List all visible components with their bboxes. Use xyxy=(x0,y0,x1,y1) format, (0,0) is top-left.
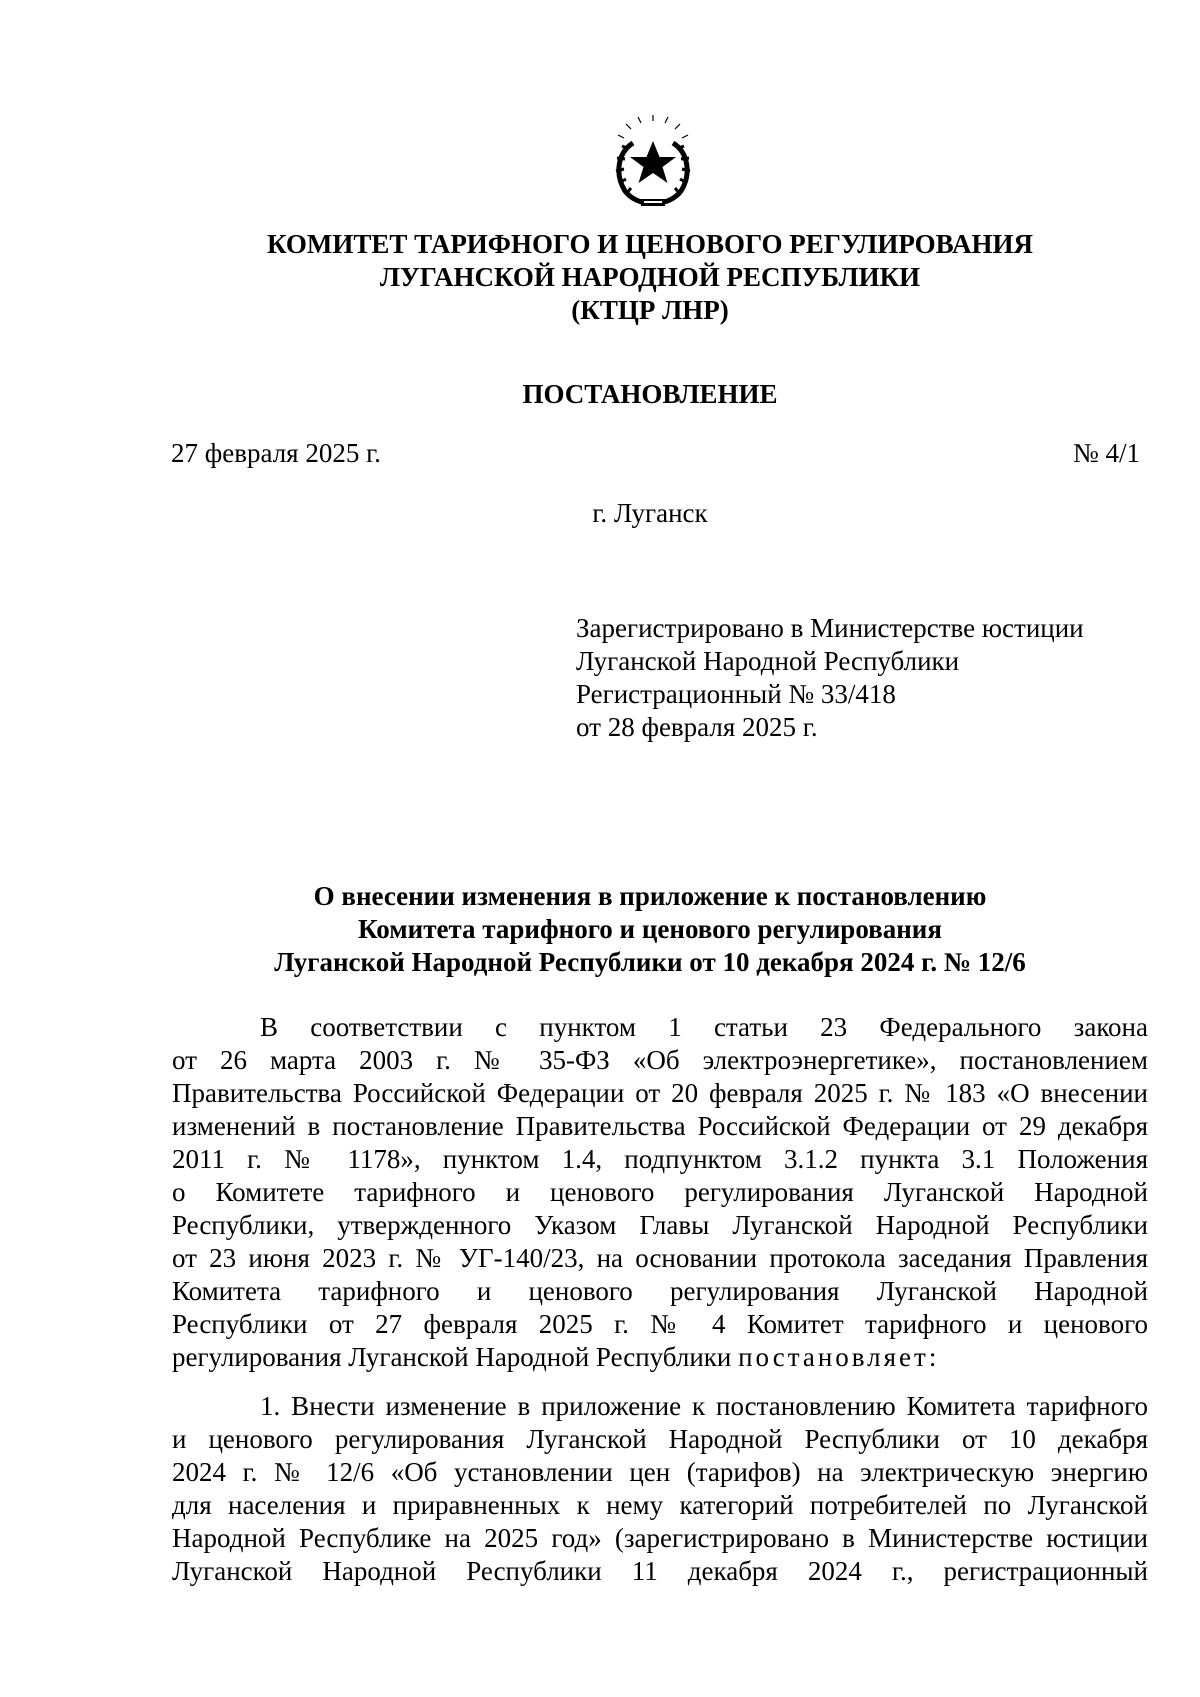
registration-line-1: Зарегистрировано в Министерстве юстиции xyxy=(576,613,1084,643)
registration-line-2: Луганской Народной Республики xyxy=(576,646,960,676)
item-1-line: для населения и приравненных к нему категорий потребителей по Луганской xyxy=(172,1490,1148,1520)
document-subject xyxy=(150,880,1150,979)
preamble-line: Республики, утвержденного Указом Главы Луганской Народной Республики xyxy=(172,1210,1148,1240)
subject-line-2: Комитета тарифного и ценового регулирования xyxy=(358,914,942,944)
preamble-paragraph xyxy=(172,1011,1148,1374)
preamble-line: регулирования Луганской Народной Республики xyxy=(172,1342,739,1372)
registration-line-3: Регистрационный № 33/418 xyxy=(576,679,896,709)
subject-line-3: Луганской Народной Республики от 10 декабря 2024 г. № 12/6 xyxy=(274,947,1026,977)
preamble-last-line xyxy=(172,1341,1148,1374)
preamble-line: о Комитете тарифного и ценового регулирования Луганской Народной xyxy=(172,1177,1148,1207)
item-1-paragraph xyxy=(172,1390,1148,1588)
item-1-line: Народной Республике на 2025 год» (зарегистрировано в Министерстве юстиции xyxy=(172,1523,1148,1553)
preamble-line: изменений в постановление Правительства Российской Федерации от 29 декабря xyxy=(172,1111,1148,1141)
item-1-line: Луганской Народной Республики 11 декабря 2024 г., регистрационный xyxy=(172,1556,1148,1586)
organization-line-3: (КТЦР ЛНР) xyxy=(571,295,729,325)
coat-of-arms-emblem xyxy=(603,113,703,213)
organization-line-2: ЛУГАНСКОЙ НАРОДНОЙ РЕСПУБЛИКИ xyxy=(379,262,921,292)
document-city: г. Луганск xyxy=(592,498,708,528)
organization-line-1: КОМИТЕТ ТАРИФНОГО И ЦЕНОВОГО РЕГУЛИРОВАНИЯ xyxy=(266,229,1033,259)
registration-stamp-text xyxy=(576,612,1084,744)
subject-line-1: О внесении изменения в приложение к постановлению xyxy=(313,881,987,911)
preamble-keyword: постановляет: xyxy=(738,1342,940,1372)
preamble-line: от 26 марта 2003 г. № 35-ФЗ «Об электроэнергетике», постановлением xyxy=(172,1045,1148,1075)
document-number: № 4/1 xyxy=(1072,438,1140,468)
document-date: 27 февраля 2025 г. xyxy=(171,438,381,468)
preamble-line: от 23 июня 2023 г. № УГ-140/23, на основании протокола заседания Правления xyxy=(172,1243,1148,1273)
preamble-line: В соответствии с пунктом 1 статьи 23 Федерального закона xyxy=(260,1012,1148,1042)
item-1-line: 2024 г. № 12/6 «Об установлении цен (тарифов) на электрическую энергию xyxy=(172,1457,1148,1487)
item-1-line: и ценового регулирования Луганской Народной Республики от 10 декабря xyxy=(172,1424,1148,1454)
registration-line-4: от 28 февраля 2025 г. xyxy=(576,712,818,742)
preamble-line: 2011 г. № 1178», пунктом 1.4, подпунктом 3.1.2 пункта 3.1 Положения xyxy=(172,1144,1148,1174)
item-1-line: 1. Внести изменение в приложение к постановлению Комитета тарифного xyxy=(260,1391,1148,1421)
preamble-line: Республики от 27 февраля 2025 г. № 4 Комитет тарифного и ценового xyxy=(172,1309,1148,1339)
preamble-line: Правительства Российской Федерации от 20 февраля 2025 г. № 183 «О внесении xyxy=(172,1078,1148,1108)
document-type-title: ПОСТАНОВЛЕНИЕ xyxy=(522,379,778,409)
organization-name xyxy=(150,228,1150,327)
preamble-line: Комитета тарифного и ценового регулирования Луганской Народной xyxy=(172,1276,1148,1306)
